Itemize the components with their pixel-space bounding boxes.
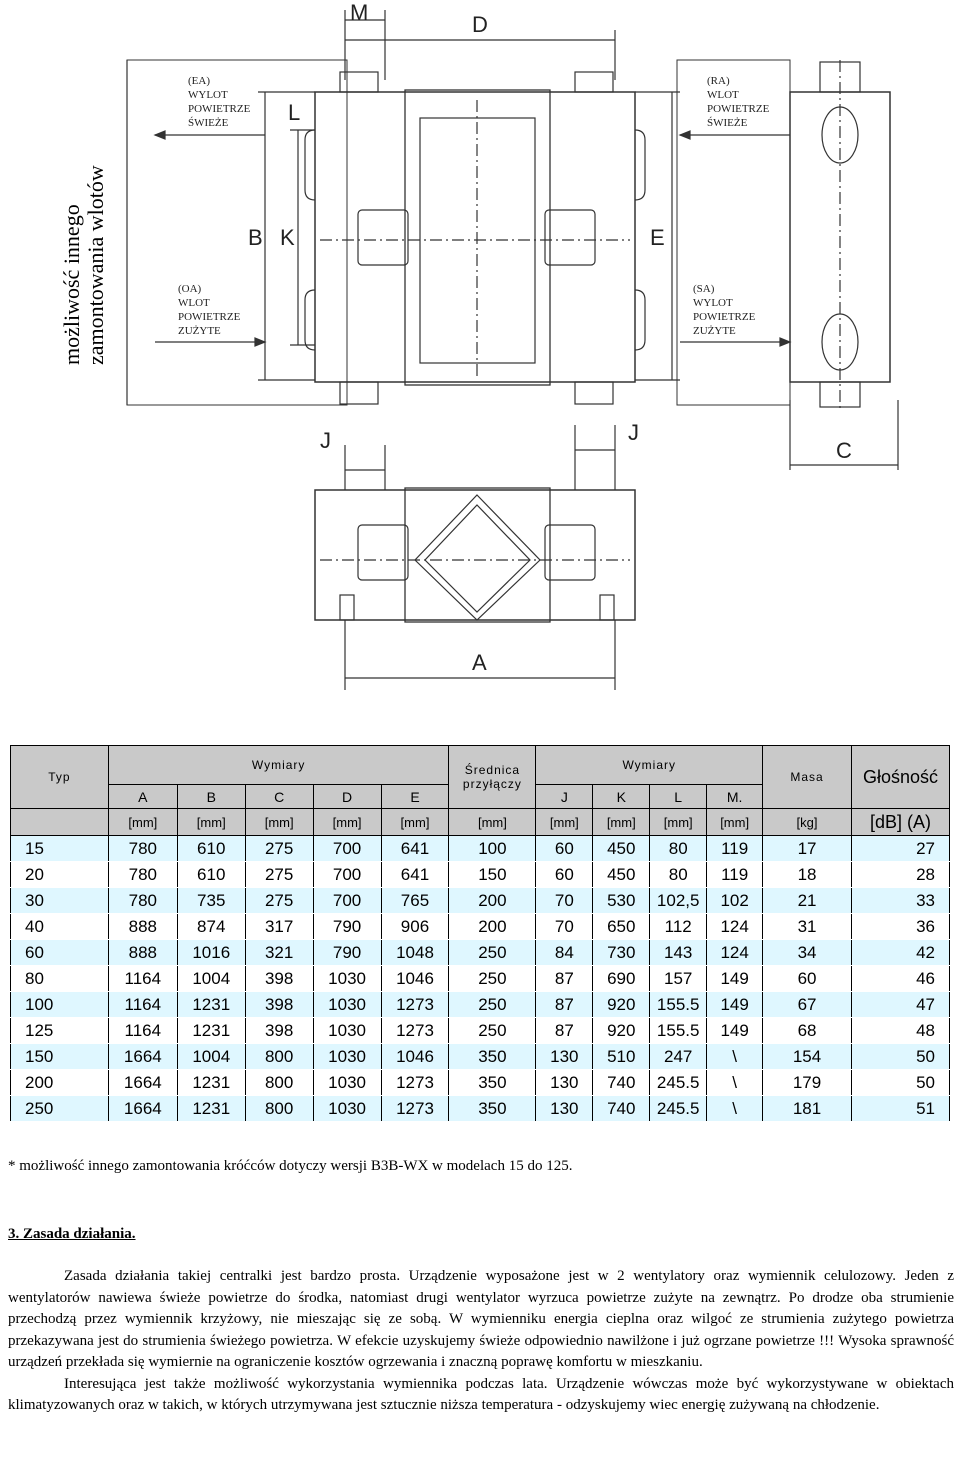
table-cell: 350: [449, 1096, 536, 1122]
table-cell: 149: [707, 1018, 763, 1044]
table-cell: 1004: [177, 1044, 245, 1070]
table-cell: 18: [763, 862, 852, 888]
technical-drawing: [0, 0, 960, 730]
header-glosnosc: Głośność: [851, 746, 949, 809]
table-cell: 100: [449, 836, 536, 862]
table-cell: 247: [650, 1044, 707, 1070]
header-letter-l: L: [650, 785, 707, 809]
table-cell: 450: [593, 862, 650, 888]
table-cell: 125: [11, 1018, 109, 1044]
table-cell: 245.5: [650, 1096, 707, 1122]
header-letter-j: J: [536, 785, 593, 809]
table-cell: 317: [245, 914, 313, 940]
table-cell: 1030: [313, 992, 381, 1018]
unit-k: [mm]: [593, 809, 650, 836]
table-cell: 47: [851, 992, 949, 1018]
table-cell: 112: [650, 914, 707, 940]
table-cell: 1030: [313, 1018, 381, 1044]
table-row: [11, 888, 950, 914]
table-cell: 780: [108, 836, 177, 862]
header-srednica: Średnica przyłączy: [449, 746, 536, 809]
table-cell: \: [707, 1096, 763, 1122]
table-cell: 124: [707, 914, 763, 940]
table-cell: 350: [449, 1044, 536, 1070]
side-label: możliwość innego zamontowania wlotów: [59, 165, 108, 365]
table-cell: 149: [707, 992, 763, 1018]
table-cell: 130: [536, 1070, 593, 1096]
table-cell: 275: [245, 888, 313, 914]
table-cell: \: [707, 1044, 763, 1070]
table-cell: 1273: [381, 1018, 449, 1044]
table-cell: 119: [707, 862, 763, 888]
table-cell: 1231: [177, 1096, 245, 1122]
header-masa: Masa: [763, 746, 852, 809]
table-row: [11, 914, 950, 940]
unit-a: [mm]: [108, 809, 177, 836]
table-cell: 780: [108, 888, 177, 914]
table-cell: 1273: [381, 992, 449, 1018]
dim-l: L: [288, 100, 301, 125]
table-row: [11, 1018, 950, 1044]
table-cell: 124: [707, 940, 763, 966]
spec-table: [10, 745, 950, 1122]
table-row: [11, 992, 950, 1018]
table-cell: 920: [593, 1018, 650, 1044]
table-cell: 155.5: [650, 1018, 707, 1044]
table-cell: 68: [763, 1018, 852, 1044]
table-cell: 60: [763, 966, 852, 992]
table-row: [11, 1044, 950, 1070]
table-cell: 20: [11, 862, 109, 888]
table-cell: 130: [536, 1044, 593, 1070]
table-cell: 350: [449, 1070, 536, 1096]
header-letter-m: M.: [707, 785, 763, 809]
table-cell: 48: [851, 1018, 949, 1044]
paragraph: Zasada działania takiej centralki jest bardzo prosta. Urządzenie wyposażone jest w 2 wentylatory oraz wymiennik celulozowy. Jeden z wentylatorów nawiewa świeże powietrze do środka, natomiast drugi wentylator wyrzuca powietrze zużyte na zewnątrz. Po drodze oba strumienie przechodzą przez wymiennik krzyżowy, nie mieszając się ze sobą. W wymienniku energia cieplna oraz wilgoć ze strumienia zużytego powietrza przekazywana jest do strumienia świeżego powietrza. W efekcie uzyskujemy świeże odpowiednio nawilżone i już ogrzane powietrze !!! Wysoka sprawność urządzeń przekłada się wymiernie na ograniczenie kosztów ogrzewania i znaczną poprawę komfortu w mieszkaniu.: [8, 1268, 954, 1370]
table-cell: 1164: [108, 966, 177, 992]
table-cell: 87: [536, 992, 593, 1018]
table-row: [11, 1070, 950, 1096]
table-cell: 80: [11, 966, 109, 992]
table-cell: 1030: [313, 1044, 381, 1070]
table-cell: 700: [313, 888, 381, 914]
header-row-1: [11, 746, 950, 785]
dim-a: A: [472, 650, 487, 675]
table-cell: 80: [650, 862, 707, 888]
table-cell: 87: [536, 966, 593, 992]
table-cell: 1164: [108, 1018, 177, 1044]
table-cell: 119: [707, 836, 763, 862]
unit-srednica: [mm]: [449, 809, 536, 836]
table-cell: 641: [381, 862, 449, 888]
table-cell: 27: [851, 836, 949, 862]
table-cell: 17: [763, 836, 852, 862]
unit-e: [mm]: [381, 809, 449, 836]
dim-j-left: J: [320, 428, 331, 453]
unit-c: [mm]: [245, 809, 313, 836]
table-cell: 21: [763, 888, 852, 914]
table-cell: 60: [536, 862, 593, 888]
table-cell: 790: [313, 940, 381, 966]
table-cell: 28: [851, 862, 949, 888]
table-cell: 102,5: [650, 888, 707, 914]
table-cell: 690: [593, 966, 650, 992]
table-cell: \: [707, 1070, 763, 1096]
table-cell: 275: [245, 836, 313, 862]
unit-m: [mm]: [707, 809, 763, 836]
body-text: [8, 1266, 954, 1417]
table-cell: 275: [245, 862, 313, 888]
table-cell: 1664: [108, 1044, 177, 1070]
table-cell: 84: [536, 940, 593, 966]
table-cell: 530: [593, 888, 650, 914]
unit-glosnosc: [dB] (A): [851, 809, 949, 836]
table-cell: 102: [707, 888, 763, 914]
header-letter-c: C: [245, 785, 313, 809]
table-cell: 31: [763, 914, 852, 940]
header-letter-d: D: [313, 785, 381, 809]
table-cell: 1273: [381, 1096, 449, 1122]
dim-b: B: [248, 225, 263, 250]
table-cell: 790: [313, 914, 381, 940]
table-cell: 800: [245, 1096, 313, 1122]
header-wymiary-right: Wymiary: [536, 746, 763, 785]
table-cell: 40: [11, 914, 109, 940]
table-cell: 250: [449, 1018, 536, 1044]
table-cell: 1048: [381, 940, 449, 966]
dim-k: K: [280, 225, 295, 250]
table-cell: 51: [851, 1096, 949, 1122]
port-label-ra: (RA) WLOT POWIETRZE ŚWIEŻE: [707, 75, 770, 129]
table-cell: 181: [763, 1096, 852, 1122]
header-wymiary-left: Wymiary: [108, 746, 449, 785]
dim-m: M: [350, 0, 369, 25]
table-cell: 60: [11, 940, 109, 966]
table-cell: 800: [245, 1070, 313, 1096]
table-cell: 700: [313, 862, 381, 888]
table-cell: 250: [449, 940, 536, 966]
table-cell: 765: [381, 888, 449, 914]
table-cell: 888: [108, 914, 177, 940]
table-cell: 1030: [313, 966, 381, 992]
dim-d: D: [472, 12, 488, 37]
table-cell: 80: [650, 836, 707, 862]
table-cell: 130: [536, 1096, 593, 1122]
table-cell: 200: [449, 888, 536, 914]
unit-j: [mm]: [536, 809, 593, 836]
port-label-ea: (EA) WYLOT POWIETRZE ŚWIEŻE: [188, 75, 251, 129]
paragraph: Interesująca jest także możliwość wykorzystania wymiennika podczas lata. Urządzenie wówczas może być wykorzystywane w obiektach klimatyzowanych oraz w takich, w których utrzymywana jest sztucznie niższa temperatura - odzyskujemy wiec energię zużywaną na chłodzenie.: [8, 1375, 954, 1413]
table-cell: 157: [650, 966, 707, 992]
table-cell: 87: [536, 1018, 593, 1044]
table-cell: 735: [177, 888, 245, 914]
table-row: [11, 966, 950, 992]
header-typ: Typ: [11, 746, 109, 809]
table-cell: 700: [313, 836, 381, 862]
table-cell: 1046: [381, 966, 449, 992]
header-letter-e: E: [381, 785, 449, 809]
table-cell: 610: [177, 862, 245, 888]
table-cell: 1030: [313, 1070, 381, 1096]
table-cell: 60: [536, 836, 593, 862]
units-typ-cell: [11, 809, 109, 836]
table-row: [11, 862, 950, 888]
table-cell: 100: [11, 992, 109, 1018]
unit-b: [mm]: [177, 809, 245, 836]
section-title: 3. Zasada działania.: [8, 1226, 136, 1242]
table-cell: 50: [851, 1070, 949, 1096]
table-cell: 34: [763, 940, 852, 966]
table-cell: 250: [11, 1096, 109, 1122]
table-cell: 67: [763, 992, 852, 1018]
table-cell: 250: [449, 966, 536, 992]
table-cell: 70: [536, 888, 593, 914]
table-cell: 200: [11, 1070, 109, 1096]
table-cell: 143: [650, 940, 707, 966]
unit-d: [mm]: [313, 809, 381, 836]
table-cell: 245.5: [650, 1070, 707, 1096]
header-letter-k: K: [593, 785, 650, 809]
unit-masa: [kg]: [763, 809, 852, 836]
table-row: [11, 940, 950, 966]
table-cell: 321: [245, 940, 313, 966]
header-letter-b: B: [177, 785, 245, 809]
table-cell: 1231: [177, 1070, 245, 1096]
table-cell: 150: [449, 862, 536, 888]
table-cell: 150: [11, 1044, 109, 1070]
table-cell: 888: [108, 940, 177, 966]
table-cell: 641: [381, 836, 449, 862]
table-cell: 450: [593, 836, 650, 862]
table-cell: 46: [851, 966, 949, 992]
table-cell: 1030: [313, 1096, 381, 1122]
table-cell: 650: [593, 914, 650, 940]
footnote: * możliwość innego zamontowania króćców dotyczy wersji B3B-WX w modelach 15 do 125.: [8, 1158, 573, 1174]
units-row: [11, 809, 950, 836]
table-cell: 30: [11, 888, 109, 914]
table-cell: 70: [536, 914, 593, 940]
table-cell: 149: [707, 966, 763, 992]
dim-e: E: [650, 225, 665, 250]
port-label-sa: (SA) WYLOT POWIETRZE ZUŻYTE: [693, 283, 756, 337]
table-cell: 510: [593, 1044, 650, 1070]
drawing-lines: [0, 0, 960, 730]
table-cell: 36: [851, 914, 949, 940]
table-cell: 1273: [381, 1070, 449, 1096]
table-cell: 155.5: [650, 992, 707, 1018]
port-label-oa: (OA) WLOT POWIETRZE ZUŻYTE: [178, 283, 241, 337]
table-cell: 1664: [108, 1096, 177, 1122]
table-row: [11, 1096, 950, 1122]
table-cell: 1004: [177, 966, 245, 992]
table-cell: 1046: [381, 1044, 449, 1070]
table-cell: 1664: [108, 1070, 177, 1096]
table-cell: 740: [593, 1096, 650, 1122]
table-cell: 920: [593, 992, 650, 1018]
table-cell: 740: [593, 1070, 650, 1096]
table-body: [11, 836, 950, 1122]
table-cell: 398: [245, 966, 313, 992]
table-cell: 179: [763, 1070, 852, 1096]
table-cell: 1231: [177, 992, 245, 1018]
table-cell: 50: [851, 1044, 949, 1070]
table-cell: 610: [177, 836, 245, 862]
dim-c: C: [836, 438, 852, 463]
table-cell: 780: [108, 862, 177, 888]
table-cell: 906: [381, 914, 449, 940]
table-cell: 398: [245, 992, 313, 1018]
header-letter-a: A: [108, 785, 177, 809]
table-cell: 1016: [177, 940, 245, 966]
table-cell: 15: [11, 836, 109, 862]
table-cell: 42: [851, 940, 949, 966]
table-cell: 1164: [108, 992, 177, 1018]
table-cell: 1231: [177, 1018, 245, 1044]
table-cell: 33: [851, 888, 949, 914]
table-cell: 250: [449, 992, 536, 1018]
table-cell: 800: [245, 1044, 313, 1070]
table-cell: 154: [763, 1044, 852, 1070]
table-cell: 200: [449, 914, 536, 940]
dim-j-right: J: [628, 420, 639, 445]
table-cell: 398: [245, 1018, 313, 1044]
table-row: [11, 836, 950, 862]
table-cell: 874: [177, 914, 245, 940]
table-cell: 730: [593, 940, 650, 966]
unit-l: [mm]: [650, 809, 707, 836]
